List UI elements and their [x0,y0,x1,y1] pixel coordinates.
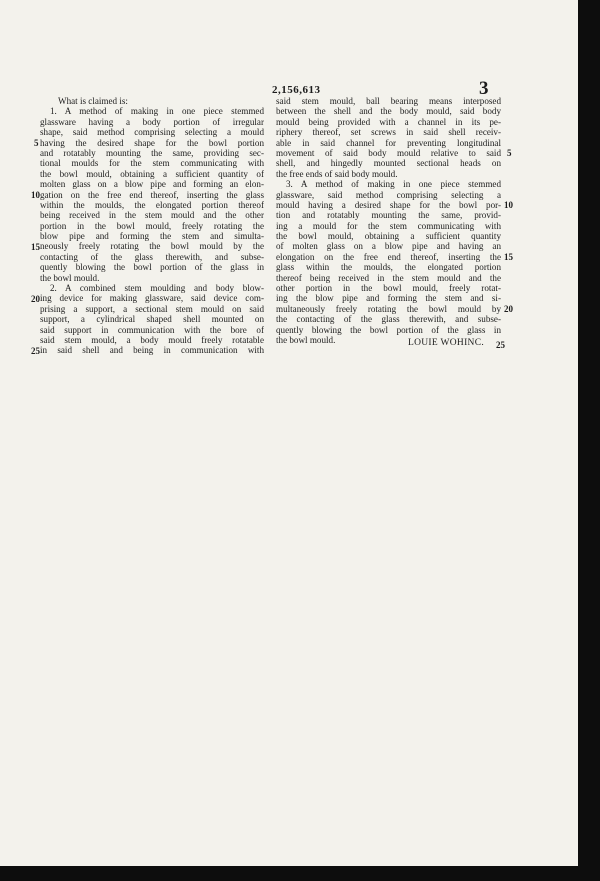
patent-number: 2,156,613 [272,84,321,96]
right-column [276,96,501,345]
text-line: glassware having a body portion of irregular [40,116,264,127]
text-line: being received in the stem mould and the other [40,210,264,221]
text-line: ing the blow pipe and forming the stem and si- [276,293,501,304]
text-line: the contacting of the glass therewith, and subse- [276,314,501,325]
text-line: riphery thereof, set screws in said shell receiv- [276,127,501,138]
text-line: 2. A combined stem moulding and body blow- [50,283,264,294]
line-number-right: 25 [496,340,505,350]
line-number-right: 5 [507,148,512,158]
text-line: contacting of the glass therewith, and subse- [40,251,264,262]
text-line: 1. A method of making in one piece stemmed [50,106,264,117]
text-line: quently blowing the bowl portion of the glass in [40,262,264,273]
text-line: blow pipe and forming the stem and simulta- [40,231,264,242]
text-line: neously freely rotating the bowl mould by the [40,241,264,252]
text-line: ing a mould for the stem communicating with [276,220,501,231]
text-line: in said shell and being in communication with [40,345,264,356]
text-line: quently blowing the bowl portion of the glass in [276,324,501,335]
text-line: of molten glass on a blow pipe and having an [276,241,501,252]
scan-edge-bottom [0,866,600,881]
text-line: tional moulds for the stem communicating with [40,158,264,169]
text-line: tion and rotatably mounting the same, provid- [276,210,501,221]
page-number: 3 [479,78,489,99]
text-line: thereof being received in the stem mould and the [276,272,501,283]
text-line: mould being provided with a channel in its pe- [276,116,501,127]
text-line: shape, said method comprising selecting a mould [40,127,264,138]
text-line: molten glass on a blow pipe and forming an elon- [40,179,264,190]
text-line: 3. A method of making in one piece stemmed [286,179,501,190]
text-line: between the shell and the body mould, said body [276,106,501,117]
line-number-left: 5 [34,138,39,148]
line-number-right: 15 [504,252,513,262]
text-line: the free ends of said body mould. [276,168,398,179]
line-number-left: 10 [31,190,40,200]
inventor-signature: LOUIE WOHINC. [408,338,485,348]
text-line: ing device for making glassware, said device com- [40,293,264,304]
text-line: said stem mould, a body mould freely rotatable [40,334,264,345]
text-line: support, a cylindrical shaped shell mounted on [40,314,264,325]
text-line: said support in communication with the bore of [40,324,264,335]
line-number-right: 10 [504,200,513,210]
text-line: glass within the moulds, the elongated portion [276,262,501,273]
text-line: multaneously freely rotating the bowl mould by [276,303,501,314]
text-line: having the desired shape for the bowl portion [40,137,264,148]
text-line: movement of said body mould relative to said [276,147,501,158]
line-number-left: 25 [31,346,40,356]
text-line: the bowl mould, obtaining a sufficient quantity [276,231,501,242]
text-line: glassware, said method comprising selecting a [276,189,501,200]
text-line: able in said channel for preventing longitudinal [276,137,501,148]
claims-heading: What is claimed is: [58,96,128,106]
text-line: said stem mould, ball bearing means interposed [276,96,501,106]
text-line: and rotatably mounting the same, providing sec- [40,147,264,158]
text-line: the bowl mould, obtaining a sufficient quantity of [40,168,264,179]
scan-edge-right [578,0,600,881]
text-line: prising a support, a sectional stem mould on said [40,303,264,314]
text-line: gation on the free end thereof, inserting the glass [40,189,264,200]
text-line: shell, and hingedly mounted sectional heads on [276,158,501,169]
line-number-right: 20 [504,304,513,314]
text-line: the bowl mould. [40,272,100,283]
text-line: mould having a desired shape for the bowl por- [276,199,501,210]
text-line: other portion in the bowl mould, freely rotat- [276,283,501,294]
text-line: within the moulds, the elongated portion thereof [40,199,264,210]
left-column [40,96,264,356]
line-number-left: 15 [31,242,40,252]
line-number-left: 20 [31,294,40,304]
text-line: elongation on the free end thereof, inserting the [276,251,501,262]
text-line: the bowl mould. [276,334,336,345]
text-line: portion in the bowl mould, freely rotating the [40,220,264,231]
